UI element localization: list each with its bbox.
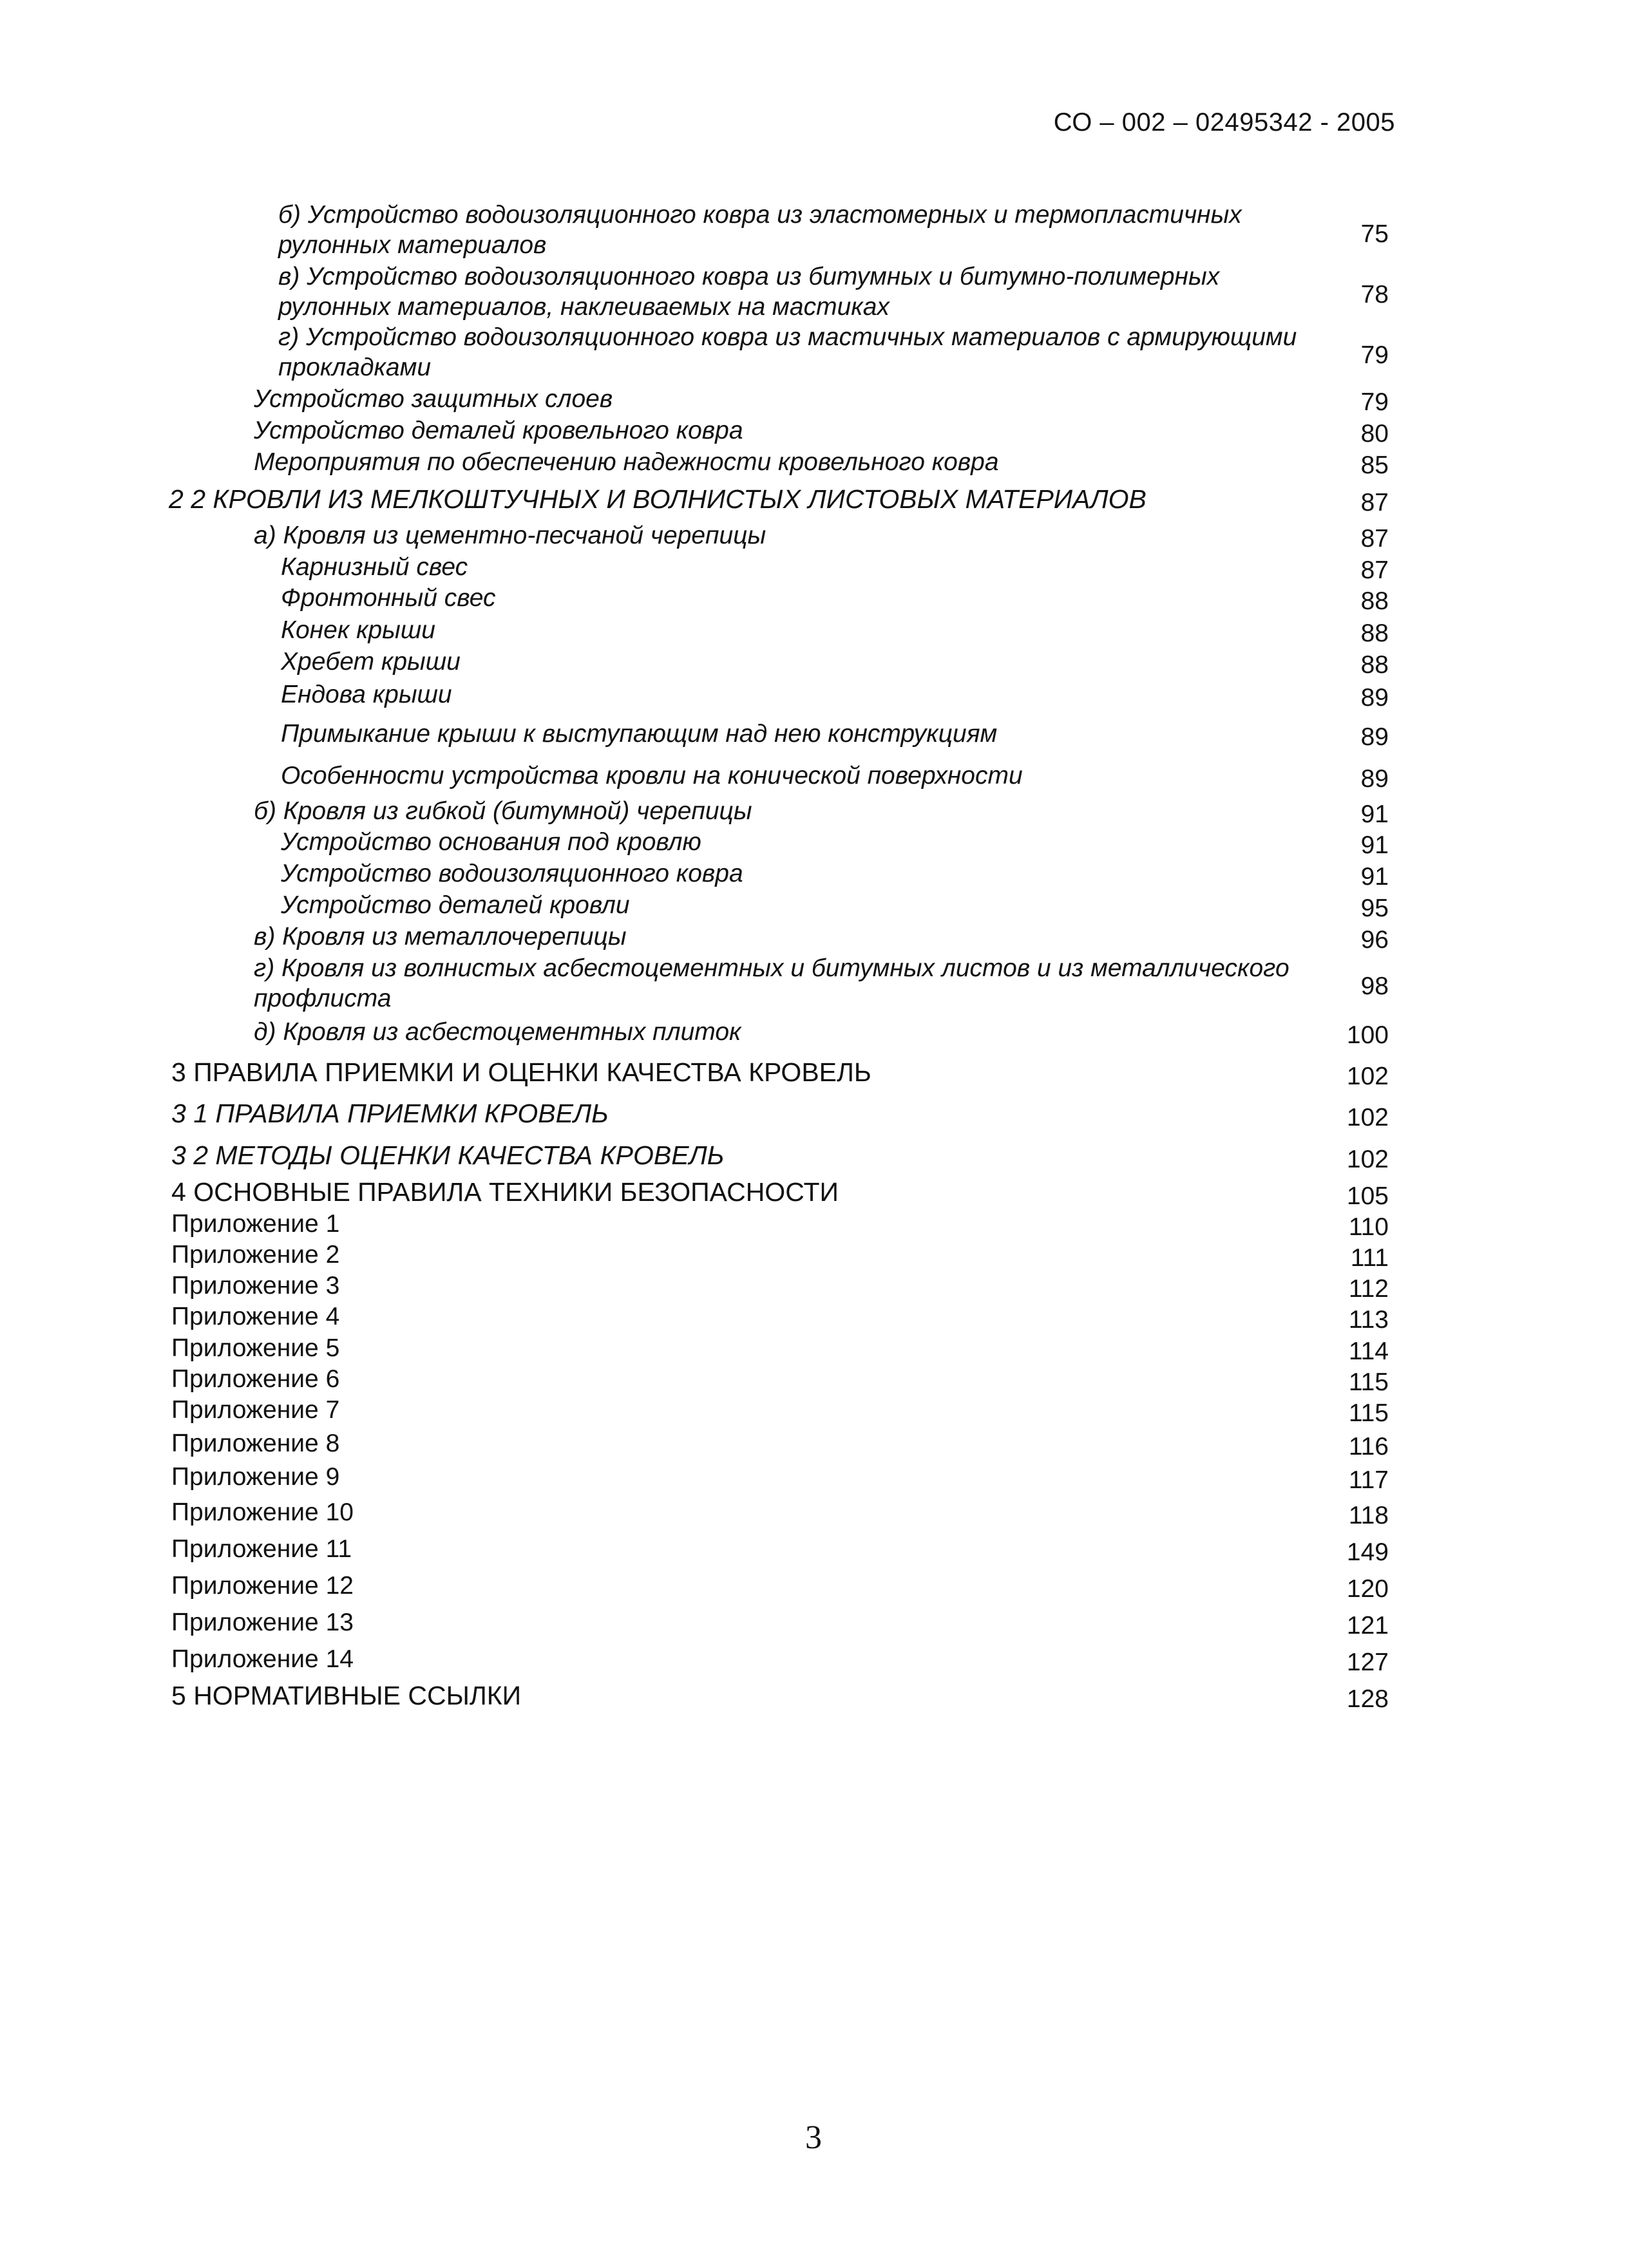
toc-entry-page: 91 <box>1360 863 1389 891</box>
toc-entry-page: 102 <box>1346 1146 1389 1173</box>
document-code-header: СО – 002 – 02495342 - 2005 <box>1053 108 1395 137</box>
toc-entry-page: 85 <box>1360 451 1389 479</box>
toc-entry-page: 127 <box>1346 1649 1389 1676</box>
page-number: 3 <box>805 2119 822 2156</box>
toc-entry-page: 96 <box>1360 926 1389 954</box>
toc-entry-page: 121 <box>1346 1612 1389 1640</box>
toc-entry-title: Особенности устройства кровли на конической поверхности <box>281 762 1023 789</box>
toc-entry-page: 115 <box>1348 1399 1389 1427</box>
toc-entry-title: Приложение 2 <box>171 1241 340 1269</box>
toc-entry-title: Приложение 8 <box>171 1430 340 1457</box>
toc-entry-page: 88 <box>1360 587 1389 615</box>
toc-entry-title: д) Кровля из асбестоцементных плиток <box>254 1018 741 1046</box>
toc-entry-title: Приложение 4 <box>171 1303 340 1330</box>
toc-entry-title: в) Устройство водоизоляционного ковра из битумных и битумно-полимерных рулонных материалов, наклеиваемых на мастиках <box>278 263 1220 321</box>
toc-entry-title: Приложение 10 <box>171 1498 354 1526</box>
toc-entry-page: 89 <box>1360 684 1389 712</box>
toc-entry-page: 95 <box>1360 894 1389 922</box>
toc-entry-page: 91 <box>1360 831 1389 859</box>
toc-entry-title: Приложение 13 <box>171 1609 354 1636</box>
toc-entry-page: 89 <box>1360 723 1389 751</box>
toc-entry-title: б) Кровля из гибкой (битумной) черепицы <box>254 797 752 825</box>
toc-entry-title: Приложение 11 <box>171 1535 352 1563</box>
toc-entry-title: 4 ОСНОВНЫЕ ПРАВИЛА ТЕХНИКИ БЕЗОПАСНОСТИ <box>171 1177 839 1207</box>
toc-entry-page: 75 <box>1360 220 1389 248</box>
toc-entry-page: 118 <box>1348 1502 1389 1529</box>
toc-entry-page: 87 <box>1360 556 1389 584</box>
toc-entry-title: б) Устройство водоизоляционного ковра из эластомерных и термопластичных рулонных материалов <box>278 201 1242 259</box>
toc-entry-page: 88 <box>1360 619 1389 647</box>
toc-entry-page: 80 <box>1360 420 1389 448</box>
toc-entry-page: 110 <box>1348 1213 1389 1241</box>
toc-entry-page: 128 <box>1346 1685 1389 1713</box>
toc-entry-title: Мероприятия по обеспечению надежности кровельного ковра <box>254 448 999 476</box>
toc-entry-title: Приложение 7 <box>171 1396 340 1424</box>
toc-entry-page: 78 <box>1360 281 1389 308</box>
toc-entry-title: 2 2 КРОВЛИ ИЗ МЕЛКОШТУЧНЫХ И ВОЛНИСТЫХ ЛИСТОВЫХ МАТЕРИАЛОВ <box>169 484 1147 514</box>
toc-entry-page: 112 <box>1348 1275 1389 1303</box>
toc-entry-page: 98 <box>1360 972 1389 1000</box>
toc-entry-title: Приложение 5 <box>171 1334 340 1362</box>
toc-entry-title: а) Кровля из цементно-песчаной черепицы <box>254 522 766 549</box>
toc-entry-title: 3 2 МЕТОДЫ ОЦЕНКИ КАЧЕСТВА КРОВЕЛЬ <box>171 1140 725 1170</box>
toc-entry-title: Примыкание крыши к выступающим над нею конструкциям <box>281 720 998 748</box>
toc-entry-page: 91 <box>1360 800 1389 828</box>
toc-entry-title: 5 НОРМАТИВНЫЕ ССЫЛКИ <box>171 1681 522 1710</box>
toc-entry-title: в) Кровля из металлочерепицы <box>254 923 627 950</box>
toc-entry-title: Приложение 12 <box>171 1572 354 1600</box>
toc-entry-title: Хребет крыши <box>281 648 461 676</box>
toc-entry-title: Карнизный свес <box>281 553 468 581</box>
toc-entry-page: 105 <box>1346 1182 1389 1210</box>
toc-entry-title: Приложение 1 <box>171 1210 340 1238</box>
toc-entry-title: Устройство основания под кровлю <box>281 828 701 856</box>
toc-entry-title: Устройство водоизоляционного ковра <box>281 860 743 887</box>
toc-entry-page: 102 <box>1346 1104 1389 1131</box>
toc-entry-page: 102 <box>1346 1063 1389 1090</box>
toc-entry-page: 87 <box>1360 489 1389 516</box>
toc-entry-title: Ендова крыши <box>281 681 452 708</box>
toc-entry-title: Приложение 3 <box>171 1272 340 1299</box>
toc-entry-title: Устройство деталей кровельного ковра <box>254 417 743 444</box>
toc-entry-page: 88 <box>1360 651 1389 679</box>
toc-entry-page: 115 <box>1348 1368 1389 1396</box>
toc-entry-title: Приложение 6 <box>171 1365 340 1393</box>
toc-entry-title: Фронтонный свес <box>281 584 496 612</box>
toc-entry-title: Устройство защитных слоев <box>254 385 613 413</box>
toc-entry-page: 79 <box>1360 341 1389 369</box>
toc-entry-page: 87 <box>1360 525 1389 553</box>
toc-entry-page: 117 <box>1348 1466 1389 1494</box>
toc-entry-page: 116 <box>1348 1433 1389 1460</box>
toc-entry-page: 120 <box>1346 1575 1389 1603</box>
toc-entry-title: Приложение 9 <box>171 1463 340 1491</box>
toc-entry-title: г) Кровля из волнистых асбестоцементных и битумных листов и из металлического профлиста <box>254 954 1289 1012</box>
toc-entry-title: 3 1 ПРАВИЛА ПРИЕМКИ КРОВЕЛЬ <box>171 1099 609 1128</box>
toc-entry-title: Приложение 14 <box>171 1645 354 1673</box>
toc-entry-page: 114 <box>1348 1337 1389 1365</box>
toc-entry-title: г) Устройство водоизоляционного ковра из мастичных материалов с армирующими прокладками <box>278 323 1297 381</box>
toc-entry-page: 111 <box>1350 1244 1389 1272</box>
toc-entry-page: 149 <box>1346 1538 1389 1566</box>
toc-entry-title: Конек крыши <box>281 616 435 644</box>
toc-entry-title: Устройство деталей кровли <box>281 891 630 919</box>
toc-entry-page: 89 <box>1360 765 1389 793</box>
toc-entry-page: 79 <box>1360 388 1389 416</box>
toc-entry-page: 100 <box>1346 1021 1389 1049</box>
toc-entry-page: 113 <box>1348 1306 1389 1334</box>
toc-entry-title: 3 ПРАВИЛА ПРИЕМКИ И ОЦЕНКИ КАЧЕСТВА КРОВЕЛЬ <box>171 1057 871 1087</box>
